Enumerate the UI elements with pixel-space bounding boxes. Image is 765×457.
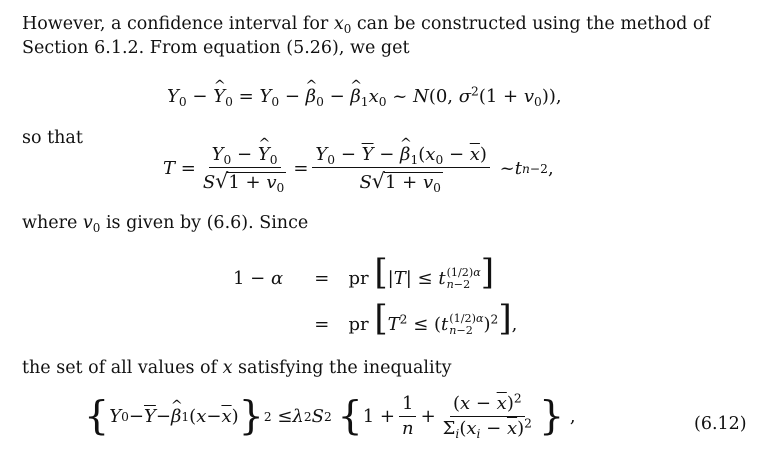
equation-T: T = $Y_0$ − ^ $Y_0$ S √ $1 + v_0$ = $Y_0 - \overline{Y}$ − ^ $\beta_1(x_0 - \overline{x})$ S √ $1 + v_0$ ~ t n−2 ,: [163, 146, 554, 192]
equation-5-26: $Y_0$ − ^ $Y_0 = Y_0$ − ^ $\beta_0$ − ^ $\beta_1x_0$ ~ N(0, $\sigma^2(1 + v_0)$),: [167, 88, 562, 106]
text-line-2: Section 6.1.2. From equation (5.26), we get: [22, 38, 410, 58]
equation-prob-1: 1 − α = pr [|T| ≤ t (1/2)α n−2 ]: [233, 253, 495, 293]
text-so-that: so that: [22, 128, 83, 148]
fraction-T-left: $Y_0$ − ^ $Y_0$ S √ $1 + v_0$: [200, 146, 289, 192]
text-where: where $v_0$ is given by (6.6). Since: [22, 213, 309, 235]
text-set-of: the set of all values of x satisfying the inequality: [22, 358, 452, 378]
equation-prob-2: = pr [$T^2 \le (t$ (1/2)α n−2 )$^2$],: [314, 299, 518, 339]
fraction-T-right: $Y_0 - \overline{Y}$ − ^ $\beta_1(x_0 - \overline{x})$ S √ $1 + v_0$: [312, 146, 490, 192]
text-line-1: However, a confidence interval for $x_0$ can be constructed using the method of: [22, 14, 710, 36]
equation-6-12: { Y 0 − $\overline{Y}$ − ^ β 1 ( x − $\overline{x}$ ) } 2 ≤ λ 2 S 2 { 1 + $\frac{1}{n}$ + $\frac{(x - \overline{x})^2}{\Sigma_i(x_i - \overline{x})^2}$ } ,: [84, 395, 576, 438]
equation-number-6-12: (6.12): [694, 414, 747, 434]
